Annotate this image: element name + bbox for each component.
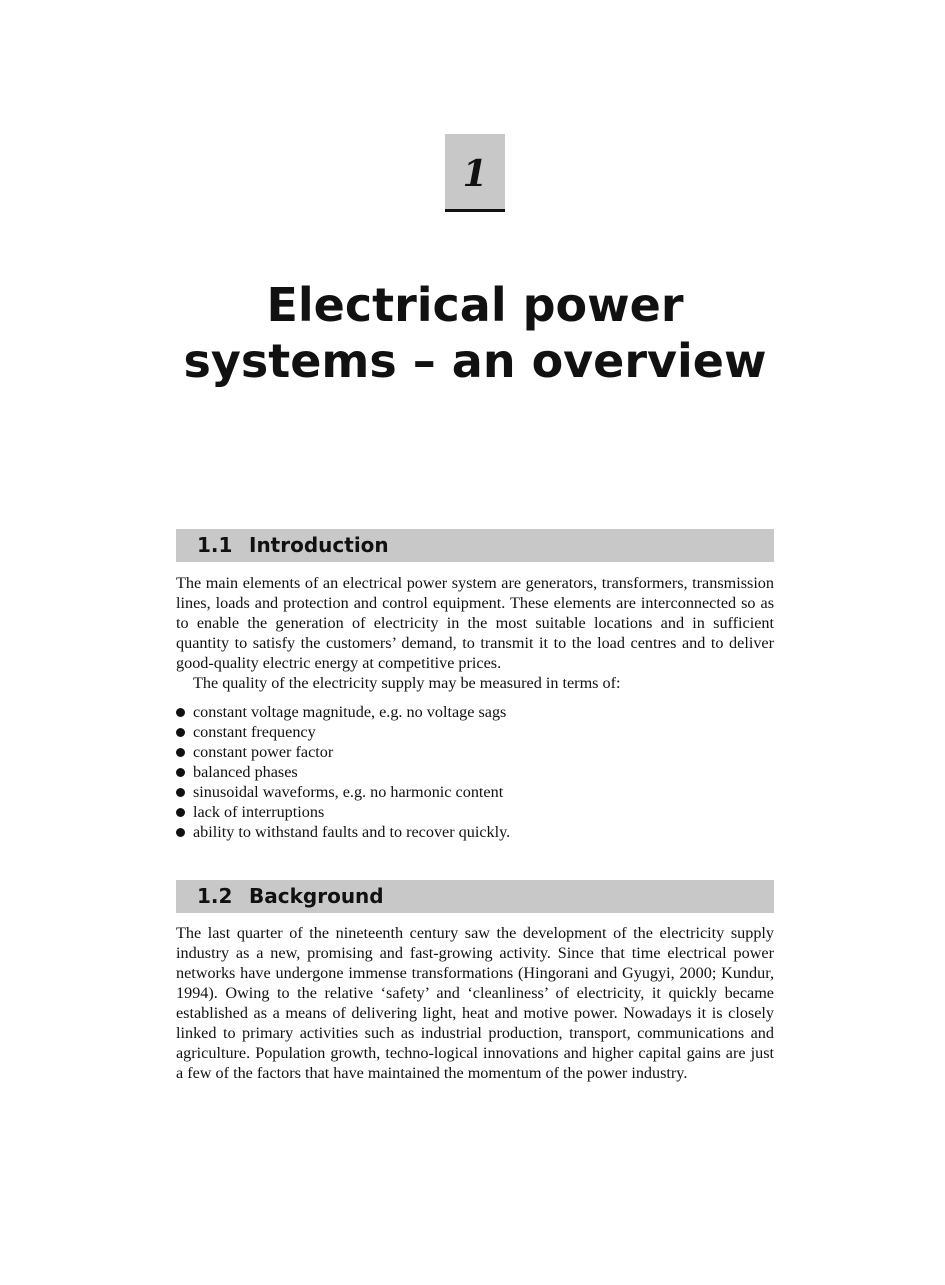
bullet-icon	[176, 828, 185, 837]
section-title: Introduction	[249, 533, 389, 557]
quality-criteria-list	[176, 702, 774, 842]
background-paragraph: The last quarter of the nineteenth century saw the development of the electricity supply industry as a new, promising and fast-growing activity. Since that time electrical power networks have undergone immense transformations (Hingorani and Gyugyi, 2000; Kundur, 1994). Owing to the relative ‘safety’ and ‘cleanliness’ of electricity, it quickly became established as a means of delivering light, heat and motive power. Nowadays it is closely linked to primary activities such as industrial production, transport, communications and agriculture. Population growth, techno-logical innovations and higher capital gains are just a few of the factors that have maintained the momentum of the power industry.	[176, 924, 774, 1082]
section-heading-background	[176, 880, 774, 913]
chapter-number-box	[445, 134, 505, 212]
bullet-icon	[176, 708, 185, 717]
chapter-number: 1	[462, 153, 488, 195]
list-item: lack of interruptions	[176, 802, 774, 822]
section-heading-introduction	[176, 529, 774, 562]
section-number: 1.2	[197, 884, 233, 908]
chapter-title	[140, 277, 810, 389]
section-number: 1.1	[197, 533, 233, 557]
bullet-icon	[176, 768, 185, 777]
bullet-icon	[176, 728, 185, 737]
bullet-icon	[176, 808, 185, 817]
chapter-title-line-1: Electrical power	[266, 278, 684, 332]
list-item: ability to withstand faults and to recover quickly.	[176, 822, 774, 842]
list-item: constant voltage magnitude, e.g. no voltage sags	[176, 702, 774, 722]
section-title: Background	[249, 884, 384, 908]
quality-lead-paragraph: The quality of the electricity supply may be measured in terms of:	[193, 674, 621, 692]
bullet-icon	[176, 748, 185, 757]
intro-paragraph: The main elements of an electrical power system are generators, transformers, transmission lines, loads and protection and control equipment. These elements are interconnected so as to enable the generation of electricity in the most suitable locations and in sufficient quantity to satisfy the customers’ demand, to transmit it to the load centres and to deliver good-quality electric energy at competitive prices.	[176, 574, 774, 672]
list-item: sinusoidal waveforms, e.g. no harmonic content	[176, 782, 774, 802]
list-item: balanced phases	[176, 762, 774, 782]
bullet-icon	[176, 788, 185, 797]
list-item: constant power factor	[176, 742, 774, 762]
list-item: constant frequency	[176, 722, 774, 742]
chapter-title-line-2: systems – an overview	[183, 334, 767, 388]
